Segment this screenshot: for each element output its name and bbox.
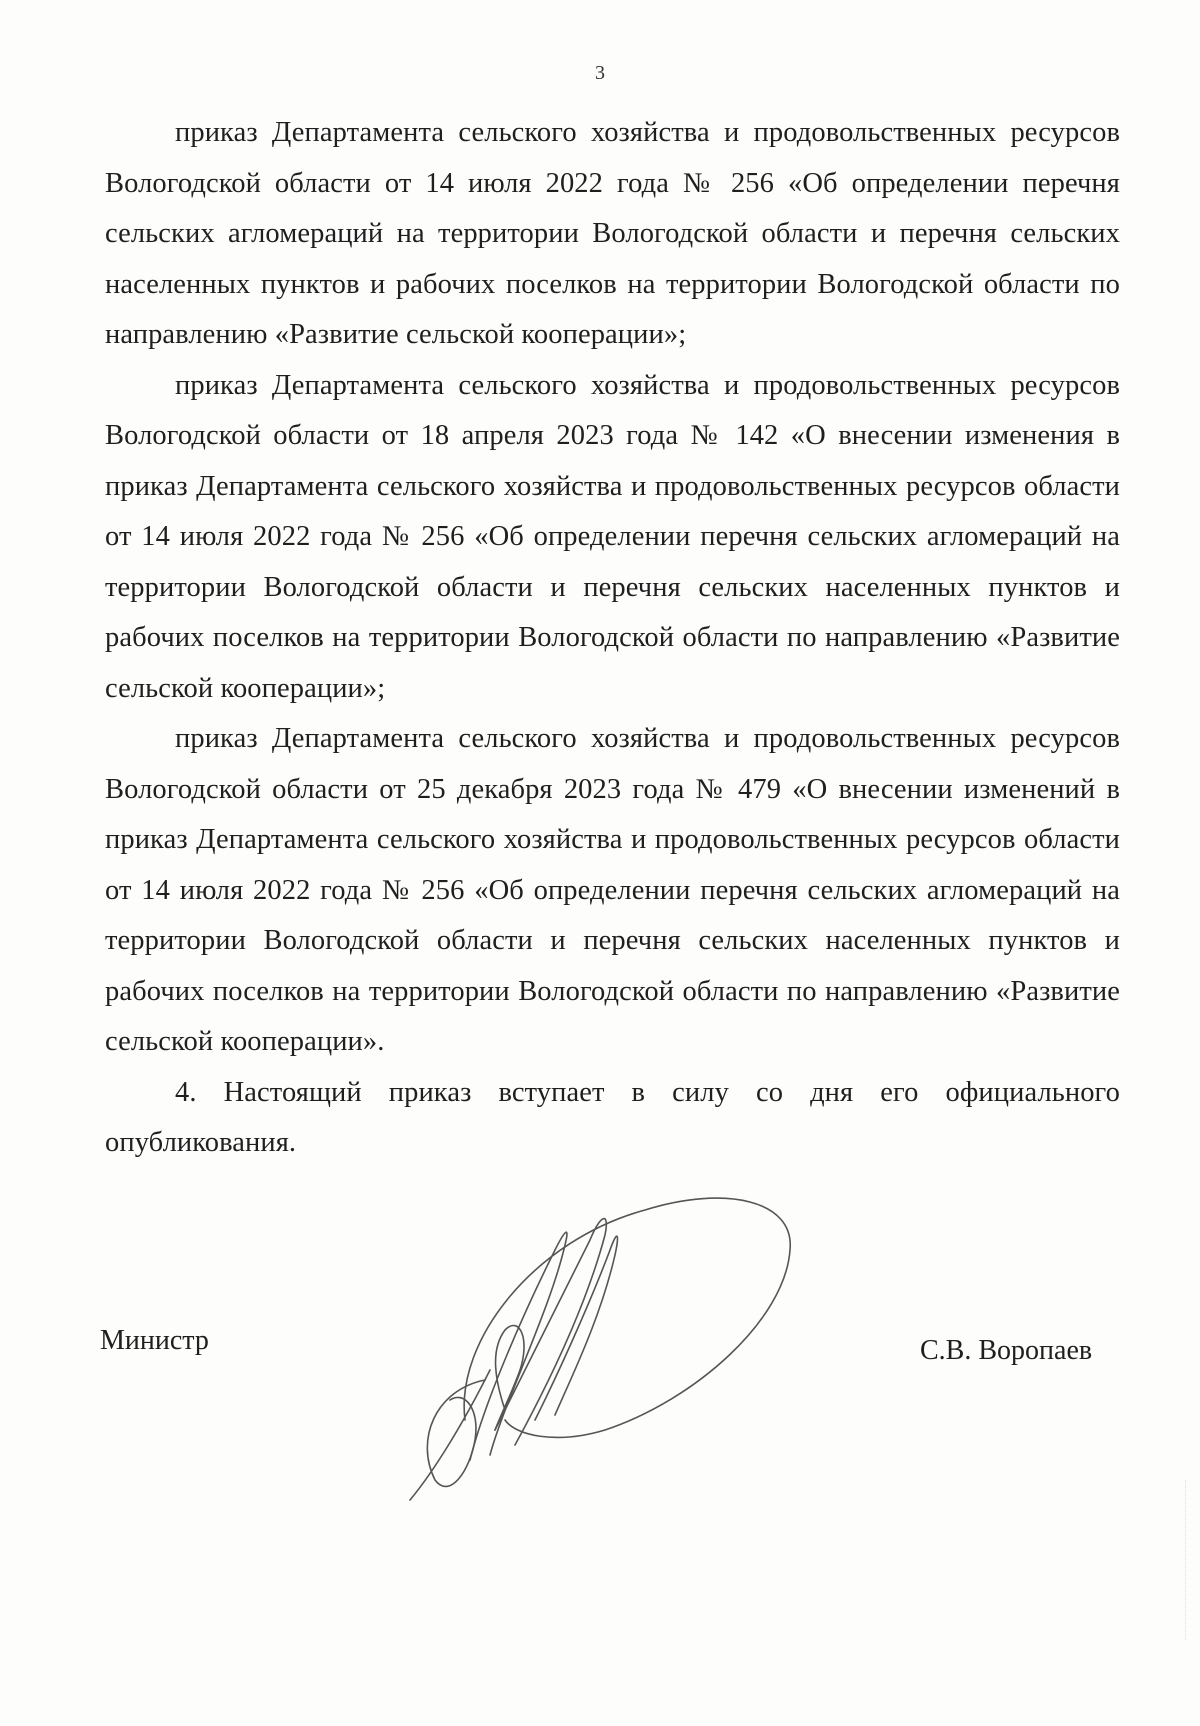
page-number: 3 bbox=[595, 62, 605, 84]
handwritten-signature-icon bbox=[395, 1170, 815, 1510]
scan-edge-artifact bbox=[1185, 1480, 1194, 1640]
paragraph-order-479: приказ Департамента сельского хозяйства и продовольственных ресурсов Вологодской области от 25 декабря 2023 года № 479 «О внесении изменений в приказ Департамента сельского хозяйства и продовольственных ресурсов области от 14 июля 2022 года № 256 «Об определении перечня сельских агломераций на территории Вологодской области и перечня сельских населенных пунктов и рабочих поселков на территории Вологодской области по направлению «Развитие сельской кооперации». bbox=[105, 723, 1120, 1057]
paragraph-order-142: приказ Департамента сельского хозяйства и продовольственных ресурсов Вологодской области от 18 апреля 2023 года № 142 «О внесении изменения в приказ Департамента сельского хозяйства и продовольственных ресурсов области от 14 июля 2022 года № 256 «Об определении перечня сельских агломераций на территории Вологодской области и перечня сельских населенных пунктов и рабочих поселков на территории Вологодской области по направлению «Развитие сельской кооперации»; bbox=[105, 369, 1120, 704]
paragraph-effective-date: 4. Настоящий приказ вступает в силу со дня его официального опубликования. bbox=[105, 1076, 1120, 1158]
document-body bbox=[105, 108, 1120, 1169]
signer-name: С.В. Воропаев bbox=[920, 1335, 1093, 1366]
paragraph-order-256: приказ Департамента сельского хозяйства и продовольственных ресурсов Вологодской области от 14 июля 2022 года № 256 «Об определении перечня сельских агломераций на территории Вологодской области и перечня сельских населенных пунктов и рабочих поселков на территории Вологодской области по направлению «Развитие сельской кооперации»; bbox=[105, 117, 1120, 350]
signature-block bbox=[0, 1170, 1200, 1510]
signer-position: Министр bbox=[100, 1325, 209, 1356]
